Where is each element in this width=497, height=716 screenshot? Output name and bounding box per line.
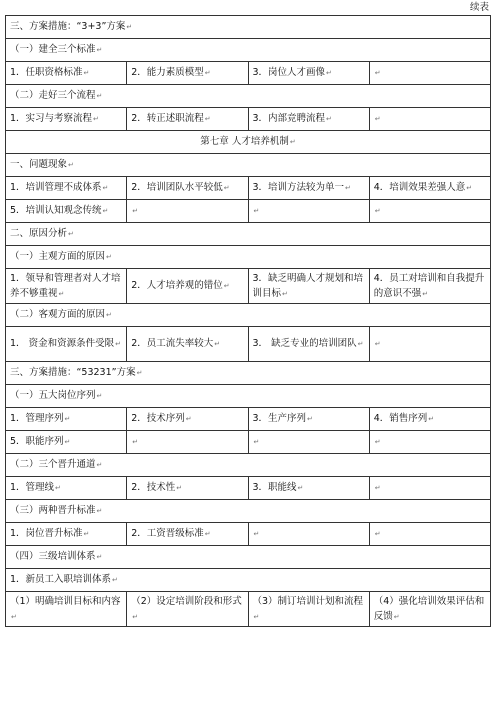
cell-text: 3． 缺乏专业的培训团队 [252, 338, 357, 349]
cell-text: （四）三级培训体系 [10, 551, 96, 562]
paragraph-mark-icon: ↵ [132, 207, 139, 215]
section-heading [6, 546, 491, 569]
paragraph-mark-icon: ↵ [106, 253, 112, 261]
table-row [6, 592, 491, 627]
table-cell [369, 408, 490, 431]
cell-text: 2．能力素质模型 [131, 67, 204, 78]
empty-cell [248, 431, 369, 454]
paragraph-mark-icon: ↵ [106, 311, 112, 319]
table-cell [248, 62, 369, 85]
chapter-heading [6, 131, 491, 154]
cell-text: 3．职能线 [252, 482, 297, 493]
table-row [6, 269, 491, 304]
paragraph-mark-icon: ↵ [176, 484, 183, 492]
empty-cell [369, 477, 490, 500]
paragraph-mark-icon: ↵ [102, 184, 109, 192]
empty-cell [248, 523, 369, 546]
table-row [6, 223, 491, 246]
paragraph-mark-icon: ↵ [374, 69, 381, 77]
table-row [6, 327, 491, 362]
table-cell [127, 592, 248, 627]
table-row [6, 108, 491, 131]
table-row [6, 131, 491, 154]
paragraph-mark-icon: ↵ [83, 530, 90, 538]
table-row [6, 546, 491, 569]
cell-text: 1．实习与考察流程 [10, 113, 93, 124]
section-heading [6, 569, 491, 592]
paragraph-mark-icon: ↵ [11, 612, 17, 621]
table-cell [6, 327, 127, 362]
paragraph-mark-icon: ↵ [64, 415, 71, 423]
table-row [6, 569, 491, 592]
cell-text: 3．内部竞聘流程 [252, 113, 326, 124]
paragraph-mark-icon: ↵ [204, 115, 211, 123]
paragraph-mark-icon: ↵ [422, 289, 429, 298]
paragraph-mark-icon: ↵ [126, 23, 133, 31]
table-cell [6, 200, 127, 223]
cell-text: 2．技术序列 [131, 413, 185, 424]
section-heading [6, 246, 491, 269]
paragraph-mark-icon: ↵ [68, 161, 74, 169]
empty-cell [369, 200, 490, 223]
paragraph-mark-icon: ↵ [83, 69, 90, 77]
paragraph-mark-icon: ↵ [374, 207, 381, 215]
cell-text: 3．生产序列 [252, 413, 307, 424]
paragraph-mark-icon: ↵ [374, 484, 381, 492]
cell-text: 4．培训效果差强人意 [373, 182, 466, 193]
cell-text: 3．培训方法较为单一 [252, 182, 345, 193]
paragraph-mark-icon: ↵ [297, 484, 304, 492]
paragraph-mark-icon: ↵ [96, 553, 103, 561]
cell-text: （一）建全三个标准 [10, 44, 96, 55]
paragraph-mark-icon: ↵ [96, 92, 103, 100]
cell-text: 2．转正述职流程 [131, 113, 204, 124]
paragraph-mark-icon: ↵ [374, 530, 381, 538]
paragraph-mark-icon: ↵ [204, 69, 211, 77]
paragraph-mark-icon: ↵ [393, 612, 400, 621]
table-row [6, 408, 491, 431]
empty-cell [127, 431, 248, 454]
empty-cell [127, 200, 248, 223]
paragraph-mark-icon: ↵ [96, 461, 103, 469]
paragraph-mark-icon: ↵ [253, 207, 260, 215]
table-cell [6, 592, 127, 627]
cell-text: （一）五大岗位序列 [10, 390, 96, 401]
cell-text: （二）三个晋升通道 [10, 459, 96, 470]
section-heading [6, 304, 491, 327]
cell-text: 2．人才培养观的错位 [131, 280, 223, 291]
paragraph-mark-icon: ↵ [214, 340, 221, 348]
cell-text: 2．培训团队水平较低 [131, 182, 223, 193]
table-row [6, 454, 491, 477]
paragraph-mark-icon: ↵ [55, 484, 61, 492]
paragraph-mark-icon: ↵ [112, 576, 118, 584]
cell-text: （1）明确培训目标和内容 [10, 595, 121, 607]
paragraph-mark-icon: ↵ [307, 415, 313, 423]
empty-cell [248, 200, 369, 223]
table-cell [248, 327, 369, 362]
table-cell [369, 177, 490, 200]
table-row [6, 62, 491, 85]
table-row [6, 177, 491, 200]
table-cell [127, 327, 248, 362]
cell-text: 二、原因分析 [10, 228, 68, 239]
table-cell [6, 62, 127, 85]
table-cell [369, 592, 490, 627]
cell-text: 三、方案措施：“53231”方案 [10, 367, 136, 378]
table-cell [6, 523, 127, 546]
table-cell [127, 62, 248, 85]
table-cell [248, 269, 369, 304]
paragraph-mark-icon: ↵ [223, 282, 230, 290]
paragraph-mark-icon: ↵ [68, 230, 74, 238]
section-heading [6, 16, 491, 39]
table-row [6, 16, 491, 39]
cell-text: 4．员工对培训和自我提升的意识不强 [373, 272, 485, 299]
paragraph-mark-icon: ↵ [64, 438, 71, 446]
cell-text: 4．销售序列 [373, 413, 428, 424]
table-row [6, 304, 491, 327]
cell-text: 1．岗位晋升标准 [10, 528, 83, 539]
cell-text: 一、问题现象 [10, 159, 68, 170]
paragraph-mark-icon: ↵ [93, 115, 99, 123]
paragraph-mark-icon: ↵ [466, 184, 473, 192]
section-heading [6, 85, 491, 108]
paragraph-mark-icon: ↵ [132, 612, 139, 621]
table-cell [6, 477, 127, 500]
table-cell [248, 477, 369, 500]
cell-text: 2．员工流失率较大 [131, 338, 214, 349]
table-row [6, 500, 491, 523]
cell-text: （一）主观方面的原因 [10, 251, 106, 262]
section-heading [6, 500, 491, 523]
paragraph-mark-icon: ↵ [253, 612, 260, 621]
continuation-label: 续表 [469, 2, 489, 13]
cell-text: 三、方案措施：“3+3”方案 [10, 21, 126, 32]
table-row [6, 200, 491, 223]
table-cell [248, 408, 369, 431]
paragraph-mark-icon: ↵ [58, 289, 65, 298]
table-cell [6, 269, 127, 304]
paragraph-mark-icon: ↵ [102, 207, 109, 215]
cell-text: 5．培训认知观念传统 [10, 205, 102, 216]
table-cell [127, 269, 248, 304]
paragraph-mark-icon: ↵ [132, 438, 139, 446]
cell-text: （2）设定培训阶段和形式 [131, 595, 242, 607]
cell-text: （4）强化培训效果评估和反馈 [373, 595, 485, 622]
section-heading [6, 385, 491, 408]
table-cell [127, 408, 248, 431]
paragraph-mark-icon: ↵ [282, 289, 288, 298]
cell-text: （二）走好三个流程 [10, 90, 96, 101]
paragraph-mark-icon: ↵ [289, 138, 296, 146]
table-cell [248, 177, 369, 200]
paragraph-mark-icon: ↵ [374, 115, 381, 123]
cell-text: 第七章 人才培养机制 [200, 136, 289, 147]
section-heading [6, 154, 491, 177]
cell-text: 1．管理线 [10, 482, 55, 493]
cell-text: 2．技术性 [131, 482, 176, 493]
section-heading [6, 39, 491, 62]
table-cell [6, 408, 127, 431]
table-row [6, 385, 491, 408]
paragraph-mark-icon: ↵ [253, 438, 260, 446]
table-row [6, 431, 491, 454]
cell-text: 1．领导和管理者对人才培养不够重视 [10, 272, 121, 299]
cell-text: 1．新员工入职培训体系 [10, 574, 112, 585]
paragraph-mark-icon: ↵ [185, 415, 192, 423]
paragraph-mark-icon: ↵ [357, 340, 364, 348]
empty-cell [369, 327, 490, 362]
paragraph-mark-icon: ↵ [374, 340, 381, 348]
table-row [6, 362, 491, 385]
paragraph-mark-icon: ↵ [96, 507, 103, 515]
cell-text: 3．岗位人才画像 [252, 67, 326, 78]
empty-cell [369, 431, 490, 454]
cell-text: 1． 资金和资源条件受限 [10, 338, 115, 349]
table-cell [369, 269, 490, 304]
table-cell [6, 108, 127, 131]
paragraph-mark-icon: ↵ [253, 530, 260, 538]
paragraph-mark-icon: ↵ [223, 184, 230, 192]
table-cell [248, 592, 369, 627]
cell-text: 1．培训管理不成体系 [10, 182, 102, 193]
table-cell [6, 431, 127, 454]
table-row [6, 523, 491, 546]
table-row [6, 39, 491, 62]
cell-text: 5．职能序列 [10, 436, 64, 447]
paragraph-mark-icon: ↵ [136, 369, 143, 377]
cell-text: 3．缺乏明确人才规划和培训目标 [252, 272, 364, 299]
table-cell [127, 477, 248, 500]
paragraph-mark-icon: ↵ [345, 184, 351, 192]
cell-text: 1．任职资格标准 [10, 67, 83, 78]
table-cell [127, 523, 248, 546]
cell-text: 1．管理序列 [10, 413, 64, 424]
section-heading [6, 454, 491, 477]
table-cell [127, 177, 248, 200]
paragraph-mark-icon: ↵ [374, 438, 381, 446]
table-row [6, 246, 491, 269]
empty-cell [369, 523, 490, 546]
table-cell [6, 177, 127, 200]
empty-cell [369, 62, 490, 85]
cell-text: （二）客观方面的原因 [10, 309, 106, 320]
empty-cell [369, 108, 490, 131]
paragraph-mark-icon: ↵ [96, 46, 103, 54]
paragraph-mark-icon: ↵ [326, 115, 332, 123]
table-cell [248, 108, 369, 131]
cell-text: 2．工资晋级标准 [131, 528, 204, 539]
cell-text: （3）制订培训计划和流程 [252, 595, 364, 607]
section-heading [6, 223, 491, 246]
paragraph-mark-icon: ↵ [115, 340, 121, 348]
table-cell [127, 108, 248, 131]
table-row [6, 154, 491, 177]
section-heading [6, 362, 491, 385]
cell-text: （三）两种晋升标准 [10, 505, 96, 516]
plan-table [5, 15, 491, 627]
paragraph-mark-icon: ↵ [96, 392, 103, 400]
table-row [6, 85, 491, 108]
table-row [6, 477, 491, 500]
paragraph-mark-icon: ↵ [428, 415, 435, 423]
paragraph-mark-icon: ↵ [204, 530, 211, 538]
paragraph-mark-icon: ↵ [326, 69, 332, 77]
